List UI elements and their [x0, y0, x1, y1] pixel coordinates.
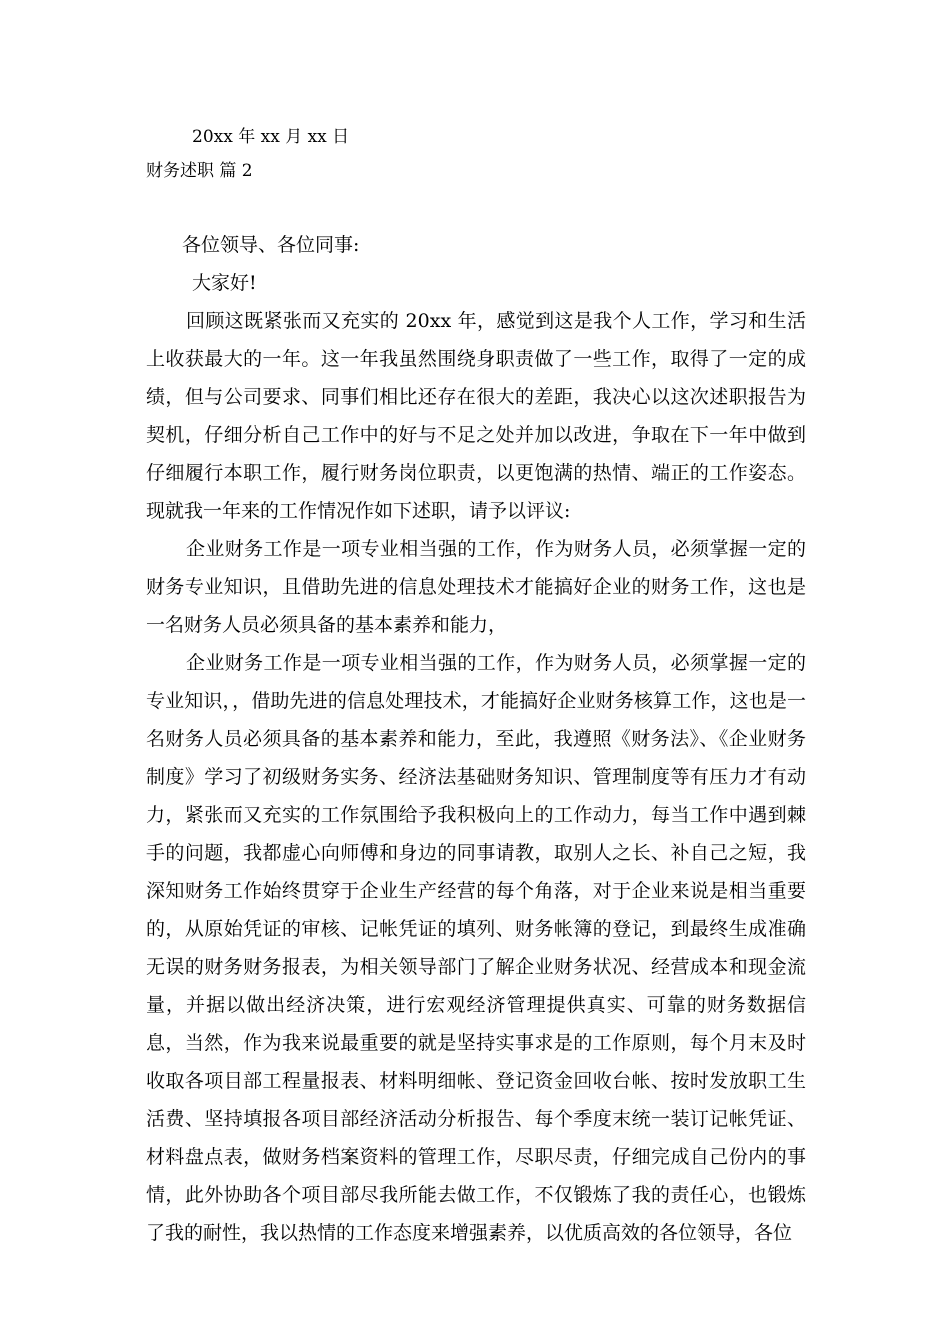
date-line: 20xx 年 xx 月 xx 日 — [192, 127, 350, 147]
body-paragraph-profession: 企业财务工作是一项专业相当强的工作，作为财务人员，必须掌握一定的财务专业知识，且借助先进的信息处理技术才能搞好企业的财务工作，这也是一名财务人员必须具备的基本素养和能力， — [146, 538, 806, 636]
body-paragraph-work-details: 企业财务工作是一项专业相当强的工作，作为财务人员，必须掌握一定的专业知识，，借助先进的信息处理技术，才能搞好企业财务核算工作，这也是一名财务人员必须具备的基本素养和能力，至此，我遵照《财务法》、《企业财务制度》学习了初级财务实务、经济法基础财务知识、管理制度等有压力才有动力，紧张而又充实的工作氛围给予我积极向上的工作动力，每当工作中遇到棘手的问题，我都虚心向师傅和身边的同事请教，取别人之长、补自己之短，我深知财务工作始终贯穿于企业生产经营的每个角落，对于企业来说是相当重要的，从原始凭证的审核、记帐凭证的填列、财务帐簿的登记，到最终生成准确无误的财务财务报表，为相关领导部门了解企业财务状况、经营成本和现金流量，并据以做出经济决策，进行宏观经济管理提供真实、可靠的财务数据信息，当然，作为我来说最重要的就是坚持实事求是的工作原则，每个月末及时收取各项目部工程量报表、材料明细帐、登记资金回收台帐、按时发放职工生活费、坚持填报各项目部经济活动分析报告、每个季度末统一装订记帐凭证、材料盘点表，做财务档案资料的管理工作，尽职尽责，仔细完成自己份内的事情，此外协助各个项目部尽我所能去做工作，不仅锻炼了我的责任心，也锻炼了我的耐性，我以热情的工作态度来增强素养，以优质高效的各位领导，各位 — [146, 652, 806, 1244]
salutation: 各位领导、各位同事: — [182, 234, 360, 256]
greeting: 大家好! — [192, 272, 257, 294]
section-heading: 财务述职 篇 2 — [146, 161, 253, 181]
document-body — [146, 226, 806, 1252]
body-paragraph-review: 回顾这既紧张而又充实的 20xx 年，感觉到这是我个人工作，学习和生活上收获最大的一年。这一年我虽然围绕身职责做了一些工作，取得了一定的成绩，但与公司要求、同事们相比还存在很大的差距，我决心以这次述职报告为契机，仔细分析自己工作中的好与不足之处并加以改进，争取在下一年中做到仔细履行本职工作，履行财务岗位职责，以更饱满的热情、端正的工作姿态。现就我一年来的工作情况作如下述职，请予以评议: — [146, 310, 806, 522]
